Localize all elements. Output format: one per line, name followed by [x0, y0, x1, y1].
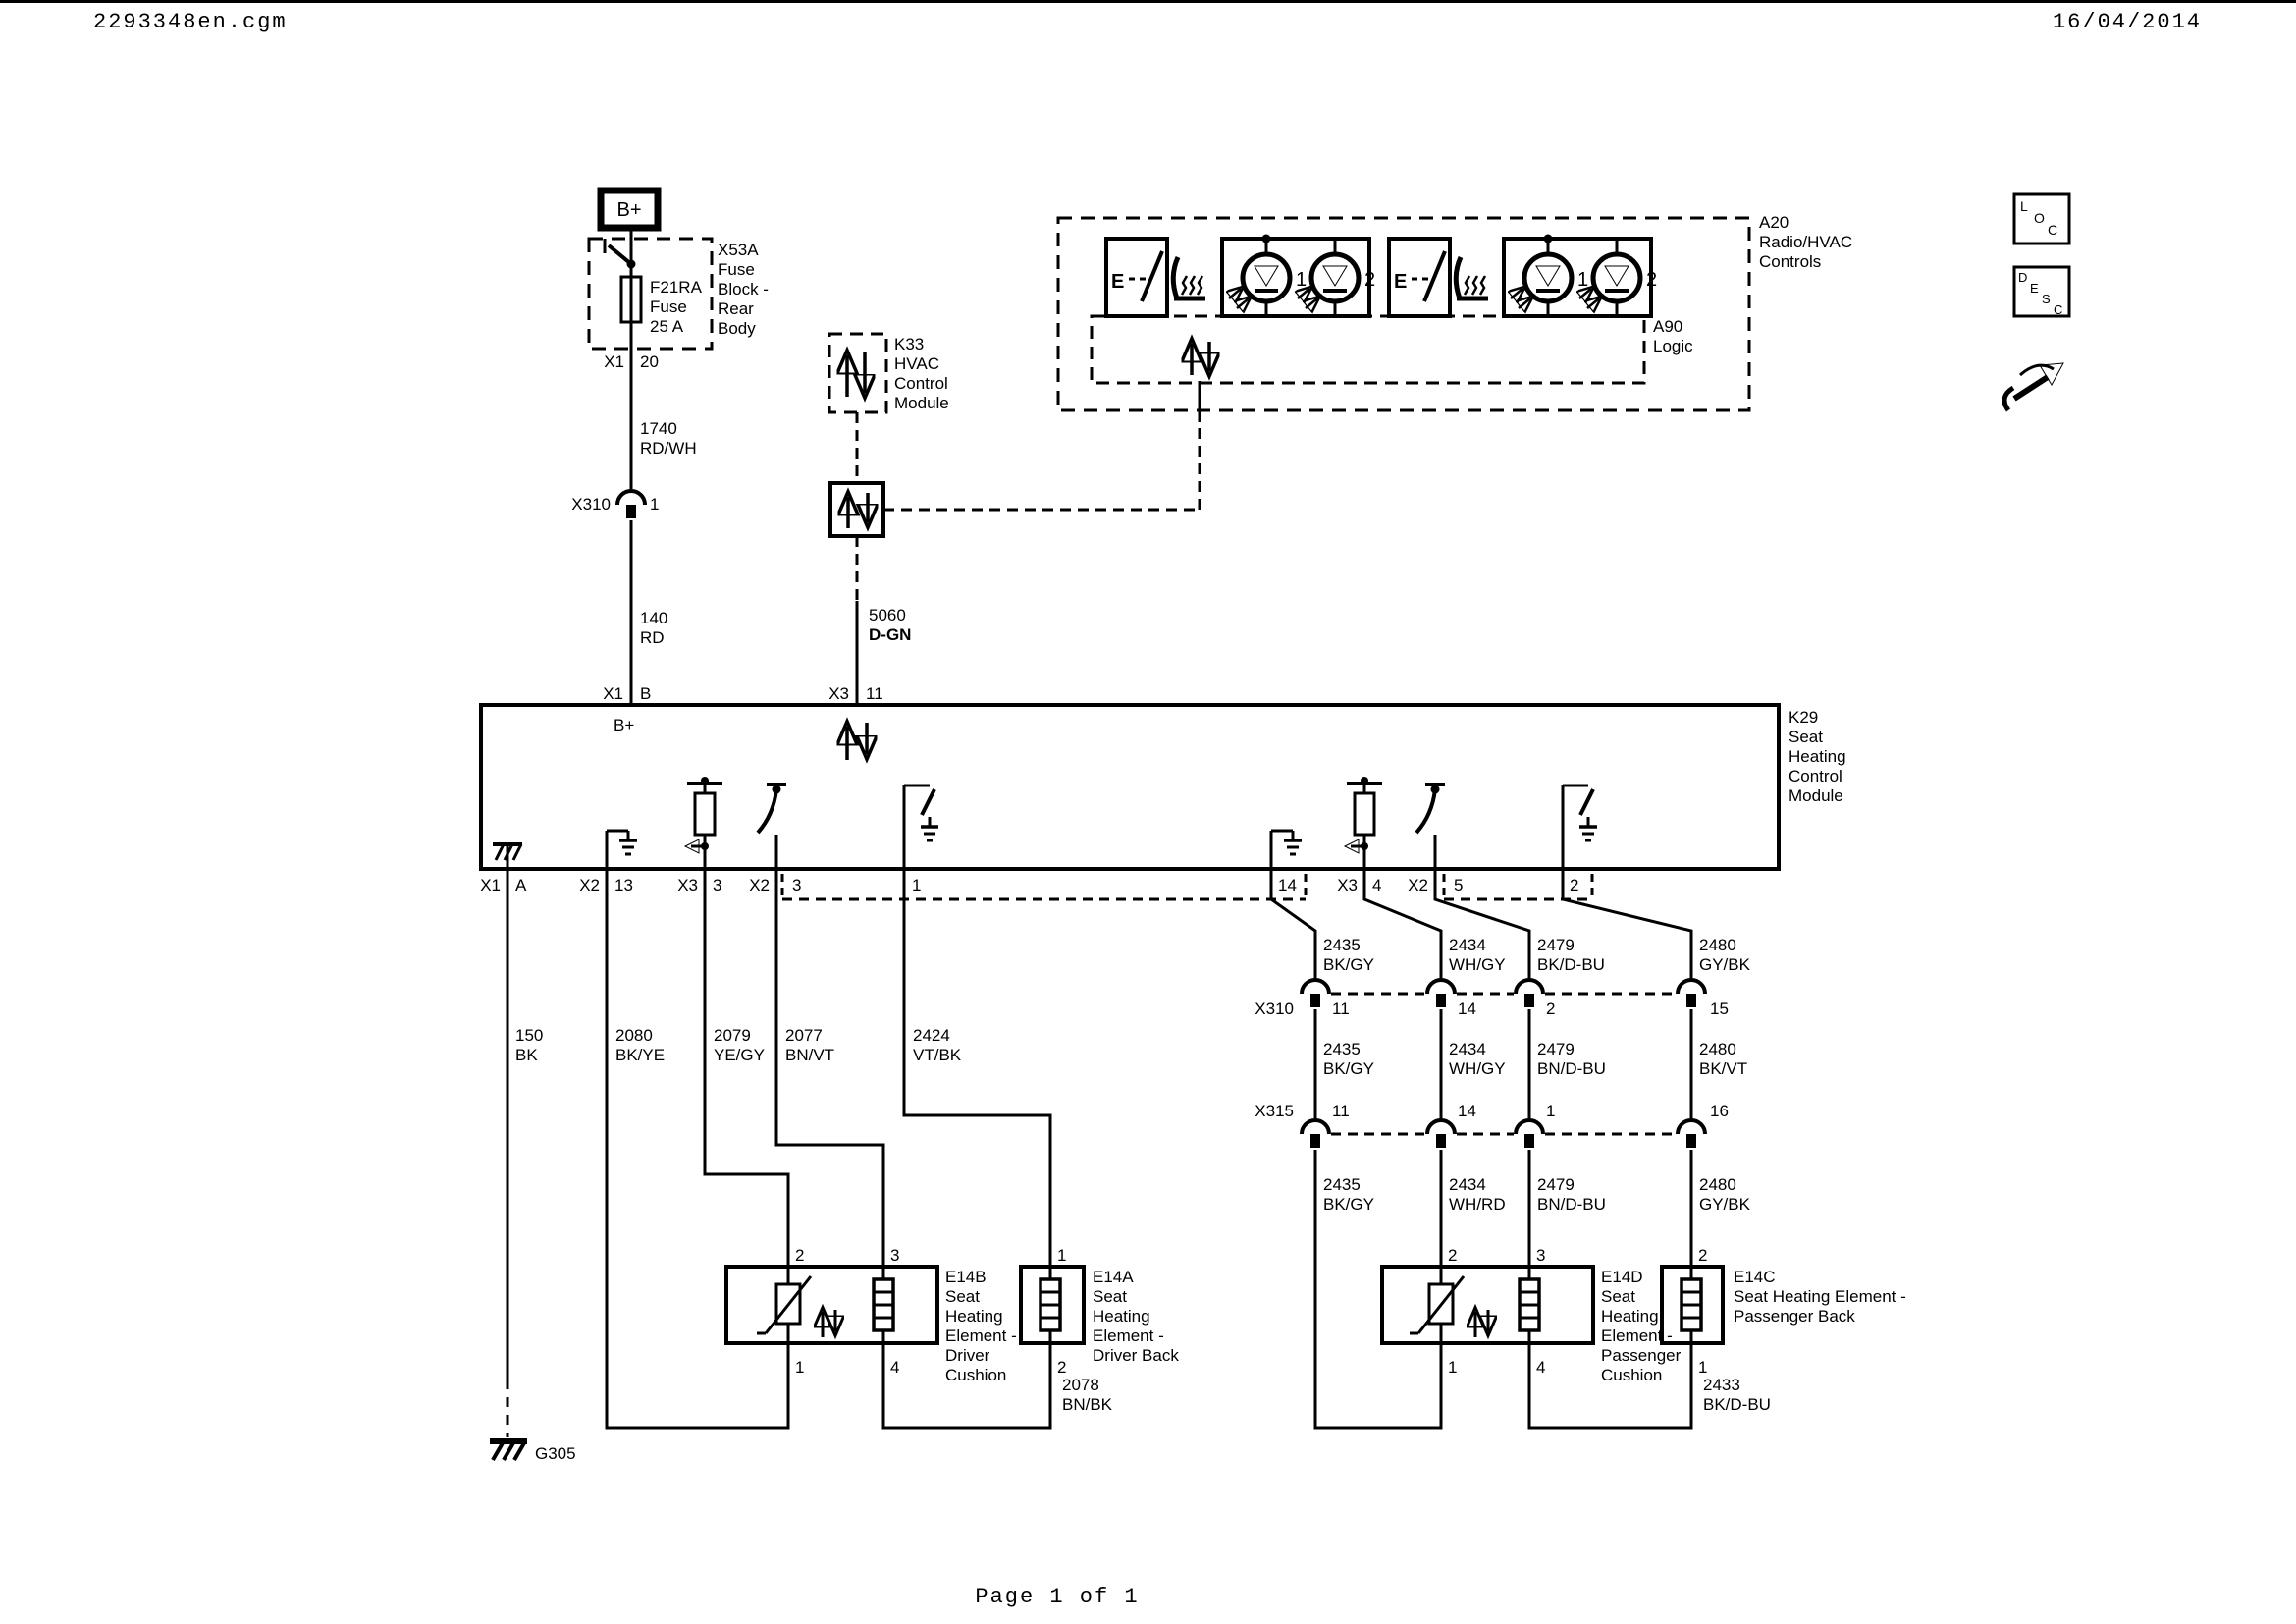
- wire-segment: [904, 869, 1050, 1267]
- element-line: Heating: [1093, 1307, 1150, 1326]
- switch-blade-icon: [1142, 251, 1162, 301]
- wire-140-rd: [631, 520, 667, 705]
- module-line: Seat: [1789, 728, 1823, 746]
- element-e14c: [1662, 1246, 1906, 1377]
- k29-pin-sensor-feed: [685, 777, 722, 869]
- wire-color: GY/BK: [1699, 955, 1750, 974]
- led-number: 2: [1646, 269, 1658, 291]
- connector-pin-icon: [1310, 994, 1320, 1007]
- wire-color: BN/BK: [1062, 1395, 1113, 1414]
- pin-connector-label: X3: [828, 684, 849, 703]
- pin-number-label: B: [640, 684, 652, 703]
- pin-number-label: 20: [640, 352, 659, 371]
- led-number: 1: [1296, 269, 1308, 291]
- battery-label: B+: [616, 199, 642, 221]
- k29-pin-switch: [758, 785, 786, 869]
- k29-pin-sensor-feed: [1345, 777, 1382, 869]
- element-line: Seat: [1601, 1287, 1635, 1306]
- desc-letter: C: [2054, 302, 2063, 317]
- element-line: Passenger Back: [1734, 1307, 1855, 1326]
- seat-heat-icon: [1456, 257, 1488, 298]
- wire-id: 2078: [1062, 1376, 1099, 1394]
- led-number: 1: [1577, 269, 1589, 291]
- pin-number-label: 14: [1278, 876, 1297, 894]
- connector-pin-icon: [626, 505, 636, 518]
- connector-pin-icon: [1436, 1134, 1446, 1148]
- wire-id: 2435: [1323, 1040, 1361, 1058]
- wire-color: RD/WH: [640, 439, 697, 458]
- pin-connector-label: X3: [677, 876, 698, 894]
- wire-color: GY/BK: [1699, 1195, 1750, 1214]
- module-line: Module: [1789, 786, 1843, 805]
- connector-x315: [1255, 1102, 1729, 1148]
- pin-number-label: 2: [795, 1246, 805, 1265]
- ground-id: G305: [535, 1444, 576, 1463]
- pin-number-label: A: [515, 876, 527, 894]
- module-k29: [480, 684, 1845, 894]
- led-diode-icon: [1536, 266, 1560, 286]
- wire-id: 2435: [1323, 1175, 1361, 1194]
- top-rule: [0, 0, 2296, 3]
- connector-pin-number: 1: [650, 495, 660, 514]
- wire-id: 2480: [1699, 1175, 1736, 1194]
- connector-socket-icon: [617, 491, 645, 505]
- fuse-line: Fuse: [650, 298, 687, 316]
- led-ray-icon: [1511, 289, 1522, 298]
- wire-id: 2079: [714, 1026, 751, 1045]
- wire-color: YE/GY: [714, 1046, 765, 1064]
- element-id: E14B: [945, 1268, 987, 1286]
- module-line: Control: [1789, 767, 1842, 785]
- logic-outline: [1092, 316, 1644, 383]
- module-line: Module: [894, 394, 949, 412]
- module-line: Heating: [1789, 747, 1846, 766]
- fuse-block-line: Block -: [718, 280, 769, 298]
- pin-connector-label: X2: [749, 876, 770, 894]
- wire-color: BN/VT: [785, 1046, 835, 1064]
- pin-number-label: 4: [1536, 1358, 1546, 1377]
- fuse-block-id: X53A: [718, 241, 759, 259]
- led-icon: [1311, 254, 1359, 301]
- serial-data-interface: [830, 483, 883, 536]
- module-line: Controls: [1759, 252, 1822, 271]
- document-filename: 2293348en.cgm: [93, 10, 288, 34]
- element-id: E14D: [1601, 1268, 1643, 1286]
- wire-color: BK/GY: [1323, 955, 1374, 974]
- connector-pin-icon: [1686, 1134, 1696, 1148]
- wire-color: BK/YE: [615, 1046, 666, 1064]
- desc-letter: E: [2030, 281, 2039, 296]
- connector-x310-inline: [571, 491, 659, 518]
- wire-id: 2434: [1449, 936, 1486, 954]
- pin-number-label: 3: [1536, 1246, 1546, 1265]
- led-diode-icon: [1323, 266, 1347, 286]
- ground-g305: [490, 1441, 576, 1463]
- element-line: Cushion: [1601, 1366, 1663, 1384]
- connector-socket-icon: [1516, 1120, 1543, 1134]
- wire-id: 150: [515, 1026, 544, 1045]
- pin-number-label: 1: [912, 876, 922, 894]
- connector-pin-icon: [1310, 1134, 1320, 1148]
- led-number: 2: [1364, 269, 1376, 291]
- bplus-label: B+: [614, 716, 635, 734]
- connector-pin-number: 15: [1710, 1000, 1729, 1018]
- pin-number-label: 2: [1448, 1246, 1458, 1265]
- pin-number-label: 13: [614, 876, 633, 894]
- pin-number-label: 3: [713, 876, 722, 894]
- module-line: Radio/HVAC: [1759, 233, 1853, 251]
- wire-id: 2435: [1323, 936, 1361, 954]
- led-ray-icon: [1237, 298, 1249, 308]
- pin-number-label: 1: [1448, 1358, 1458, 1377]
- led-diode-icon: [1255, 266, 1278, 286]
- element-outline: [1382, 1267, 1593, 1343]
- pin-number-label: 11: [866, 684, 883, 703]
- led-ray-icon: [1587, 298, 1599, 308]
- pin-number-label: 2: [1698, 1246, 1708, 1265]
- wire-id: 2479: [1537, 936, 1575, 954]
- interface-outline: [830, 483, 883, 536]
- element-line: Seat: [1093, 1287, 1127, 1306]
- switch-passenger-seat-heat: [1389, 239, 1488, 316]
- legend-loc: [2014, 194, 2069, 244]
- logic-a90: [1092, 316, 1693, 383]
- wire-segment: [776, 869, 883, 1267]
- wire-150-bk: [507, 869, 543, 1437]
- wire-color: BK/GY: [1323, 1059, 1374, 1078]
- led-ray-icon: [1519, 298, 1530, 308]
- led-icon: [1524, 254, 1572, 301]
- wire-color: BK/VT: [1699, 1059, 1748, 1078]
- fuse-block-x53a: [589, 239, 769, 371]
- wire-color: WH/RD: [1449, 1195, 1506, 1214]
- wire-id: 2479: [1537, 1175, 1575, 1194]
- connector-pin-number: 14: [1458, 1102, 1476, 1120]
- connector-pin-number: 16: [1710, 1102, 1729, 1120]
- element-line: Cushion: [945, 1366, 1007, 1384]
- switch-e-label: E: [1394, 271, 1408, 293]
- wire-color: BK/D-BU: [1537, 955, 1605, 974]
- seat-heat-icon: [1173, 257, 1205, 298]
- connector-x310: [1255, 980, 1729, 1018]
- pin-connector-label: X2: [1408, 876, 1428, 894]
- pin-number-label: 3: [890, 1246, 900, 1265]
- page-number: Page 1 of 1: [975, 1585, 1140, 1609]
- pin-connector-label: X3: [1337, 876, 1358, 894]
- wire-id: 2077: [785, 1026, 823, 1045]
- logic-line: Logic: [1653, 337, 1693, 355]
- connector-pin-icon: [1436, 994, 1446, 1007]
- element-e14b: [726, 1246, 1017, 1384]
- module-line: HVAC: [894, 354, 939, 373]
- led-ray-icon: [1306, 298, 1317, 308]
- element-line: Heating: [945, 1307, 1003, 1326]
- k29-pin-chassis-ground: [493, 844, 522, 869]
- switch-driver-seat-heat: [1106, 239, 1205, 316]
- pin-number-label: 3: [792, 876, 802, 894]
- element-line: Element -: [1601, 1326, 1673, 1345]
- connector-id: X310: [1255, 1000, 1294, 1018]
- connector-pin-number: 2: [1546, 1000, 1556, 1018]
- fuse-id: F21RA: [650, 278, 702, 297]
- element-e14a: [1021, 1246, 1179, 1377]
- element-line: Heating: [1601, 1307, 1659, 1326]
- module-k33: [829, 334, 949, 412]
- loc-letter: O: [2034, 210, 2045, 226]
- element-line: Driver: [945, 1346, 990, 1365]
- wire-2078-bnbk: [883, 1343, 1113, 1428]
- pin-number-label: 4: [890, 1358, 900, 1377]
- led-indicator-driver: [1222, 235, 1375, 317]
- k29-pin-switch-ground: [1563, 785, 1597, 869]
- k29-pin-switch-ground: [904, 785, 938, 869]
- document-date: 16/04/2014: [2052, 10, 2202, 34]
- k29-pin-switch: [1416, 785, 1445, 869]
- fuse-block-line: Fuse: [718, 260, 755, 279]
- wire-2424-vtbk: [904, 869, 1050, 1267]
- k29-pin-ground: [607, 831, 637, 869]
- pin-number-label: 1: [1698, 1358, 1708, 1377]
- element-line: Seat: [945, 1287, 980, 1306]
- connector-socket-icon: [1678, 980, 1705, 994]
- led-diode-icon: [1605, 266, 1629, 286]
- wire-color: BK/D-BU: [1703, 1395, 1771, 1414]
- connector-pin-number: 11: [1332, 1102, 1350, 1120]
- connector-id: X315: [1255, 1102, 1294, 1120]
- battery-positive: [601, 190, 658, 228]
- connector-id: X310: [571, 495, 611, 514]
- led-icon: [1593, 254, 1640, 301]
- connector-socket-icon: [1302, 1120, 1329, 1134]
- led-ray-icon: [1229, 289, 1241, 298]
- connector-socket-icon: [1516, 980, 1543, 994]
- wire-id: 2424: [913, 1026, 950, 1045]
- element-line: Passenger: [1601, 1346, 1682, 1365]
- wire-color: BK: [515, 1046, 538, 1064]
- wire-id: 2480: [1699, 936, 1736, 954]
- loc-letter: L: [2020, 198, 2028, 214]
- fuse-block-line: Rear: [718, 299, 754, 318]
- connector-socket-icon: [1427, 980, 1455, 994]
- led-icon: [1243, 254, 1290, 301]
- wire-color: D-GN: [869, 625, 912, 644]
- element-line: Element -: [1093, 1326, 1164, 1345]
- desc-letter: D: [2018, 270, 2028, 285]
- pin-number-label: 2: [1570, 876, 1579, 894]
- pin-number-label: 2: [1057, 1358, 1067, 1377]
- pin-connector-label: X2: [579, 876, 600, 894]
- wire-id: 2479: [1537, 1040, 1575, 1058]
- wire-color: BN/D-BU: [1537, 1195, 1606, 1214]
- led-indicator-passenger: [1504, 235, 1657, 317]
- connector-socket-icon: [1678, 1120, 1705, 1134]
- switch-blade-icon: [1424, 251, 1445, 301]
- module-id: A20: [1759, 213, 1789, 232]
- element-line: Seat Heating Element -: [1734, 1287, 1906, 1306]
- wire-color: BK/GY: [1323, 1195, 1374, 1214]
- switch-e-label: E: [1111, 271, 1125, 293]
- module-id: K29: [1789, 708, 1819, 727]
- module-id: K33: [894, 335, 925, 353]
- connector-pin-icon: [1686, 994, 1696, 1007]
- wire-color: BN/D-BU: [1537, 1059, 1606, 1078]
- connector-socket-icon: [1427, 1120, 1455, 1134]
- module-a20: [1058, 213, 1852, 410]
- connector-pin-number: 11: [1332, 1000, 1350, 1018]
- connector-pin-number: 14: [1458, 1000, 1476, 1018]
- wrench-arrow-icon: [2004, 363, 2063, 410]
- connector-pin-icon: [1524, 1134, 1534, 1148]
- wire-color: RD: [640, 628, 665, 647]
- element-id: E14A: [1093, 1268, 1134, 1286]
- element-outline: [726, 1267, 937, 1343]
- module-line: Control: [894, 374, 948, 393]
- wire-2434-run: [1364, 869, 1506, 1267]
- connector-pin-number: 1: [1546, 1102, 1556, 1120]
- pin-number-label: 4: [1372, 876, 1382, 894]
- wire-id: 2434: [1449, 1040, 1486, 1058]
- k29-pin-ground: [1271, 831, 1302, 869]
- wire-id: 2480: [1699, 1040, 1736, 1058]
- pin-number-label: 5: [1454, 876, 1464, 894]
- wire-id: 2080: [615, 1026, 653, 1045]
- connector-pin-icon: [1524, 994, 1534, 1007]
- fuse-line: 25 A: [650, 317, 684, 336]
- wire-color: WH/GY: [1449, 955, 1506, 974]
- element-e14d: [1382, 1246, 1682, 1384]
- wire-2077-bnvt: [776, 869, 883, 1267]
- pin-number-label: 1: [1057, 1246, 1067, 1265]
- wire-id: 1740: [640, 419, 677, 438]
- element-id: E14C: [1734, 1268, 1776, 1286]
- element-line: Driver Back: [1093, 1346, 1179, 1365]
- pin-connector-label: X1: [480, 876, 501, 894]
- wire-id: 2434: [1449, 1175, 1486, 1194]
- wire-id: 5060: [869, 606, 906, 624]
- wire-id: 140: [640, 609, 668, 627]
- logic-id: A90: [1653, 317, 1683, 336]
- element-line: Element -: [945, 1326, 1017, 1345]
- connector-socket-icon: [1302, 980, 1329, 994]
- legend-desc: [2014, 267, 2069, 317]
- fuse-block-line: Body: [718, 319, 756, 338]
- wire-color: WH/GY: [1449, 1059, 1506, 1078]
- loc-letter: C: [2048, 222, 2058, 238]
- module-outline: [829, 334, 886, 412]
- desc-letter: S: [2042, 292, 2051, 306]
- pin-connector-label: X1: [604, 352, 624, 371]
- wire-id: 2433: [1703, 1376, 1740, 1394]
- wire-color: VT/BK: [913, 1046, 962, 1064]
- pin-number-label: 1: [795, 1358, 805, 1377]
- pin-connector-label: X1: [603, 684, 623, 703]
